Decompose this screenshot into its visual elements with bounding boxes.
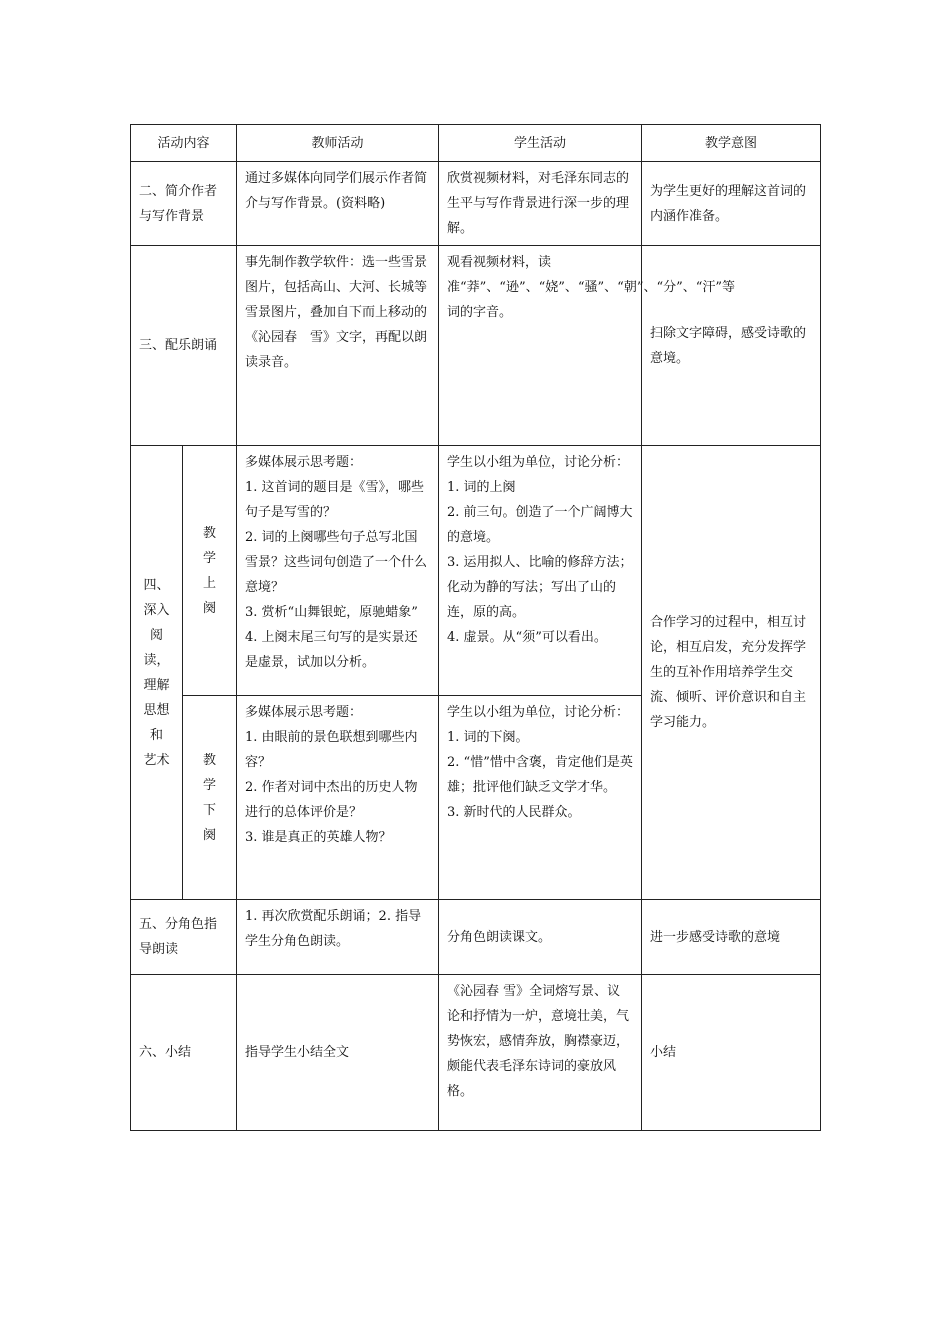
header-intent: 教学意图	[642, 125, 821, 162]
teacher-line: 3. 赏析“山舞银蛇，原驰蜡象”	[245, 605, 418, 620]
row-summary	[131, 975, 821, 1131]
student-line: 3. 运用拟人、比喻的修辞方法；化动为静的写法；写出了山的连，原的高。	[447, 555, 633, 620]
activity-line: 和	[149, 727, 163, 743]
teacher-line: 多媒体展示思考题：	[245, 705, 363, 720]
row-music-recital	[131, 246, 821, 446]
teacher-line: 1. 由眼前的景色联想到哪些内容？	[245, 730, 418, 770]
student-line: 1. 词的上阕	[447, 480, 516, 495]
intent-cell: 小结	[642, 975, 821, 1131]
student-cell: 观看视频材料，读准“莽”、“逊”、“娆”、“骚”、“朝”、“分”、“汗”等词的字音。	[439, 246, 642, 446]
teacher-line: 多媒体展示思考题：	[245, 455, 363, 470]
teacher-line: 2. 作者对词中杰出的历史人物进行的总体评价是？	[245, 780, 418, 820]
activity-line: 阅	[149, 627, 163, 643]
activity-line: 四、	[143, 577, 170, 593]
header-student: 学生活动	[439, 125, 642, 162]
student-cell: 《沁园春 雪》全词熔写景、议论和抒情为一炉，意境壮美，气势恢宏，感情奔放，胸襟豪迈，颇能代表毛泽东诗词的豪放风格。	[439, 975, 642, 1131]
student-line: 3. 新时代的人民群众。	[447, 805, 581, 820]
intent-cell: 合作学习的过程中，相互讨论，相互启发，充分发挥学生的互补作用培养学生交流、倾听、评价意识和自主 学习能力。	[642, 446, 821, 900]
student-cell	[439, 446, 642, 696]
sub-line: 教	[203, 752, 217, 768]
header-row	[131, 125, 821, 162]
activity-cell: 六、小结	[131, 975, 237, 1131]
student-line: 2. 前三句。创造了一个广阔博大的意境。	[447, 505, 633, 545]
row-role-reading	[131, 900, 821, 975]
activity-cell: 二、简介作者与写作背景	[131, 162, 237, 246]
header-teacher: 教师活动	[237, 125, 439, 162]
student-line: 1. 词的下阕。	[447, 730, 529, 745]
teacher-line: 4. 上阕末尾三句写的是实景还是虚景，试加以分析。	[245, 630, 418, 670]
activity-cell: 三、配乐朗诵	[131, 246, 237, 446]
activity-line: 思想	[143, 702, 170, 718]
teacher-cell: 1. 再次欣赏配乐朗诵；2. 指导学生分角色朗读。	[237, 900, 439, 975]
student-line: 2. “惜”惜中含褒，肯定他们是英雄；批评他们缺乏文学才华。	[447, 755, 633, 795]
teacher-cell: 事先制作教学软件：选一些雪景图片，包括高山、大河、长城等雪景图片，叠加自下而上移动的《沁园春 雪》文字，再配以朗读录音。	[237, 246, 439, 446]
sub-line: 上	[203, 575, 217, 591]
activity-line: 深入	[143, 602, 170, 618]
student-line: 学生以小组为单位，讨论分析：	[447, 705, 630, 720]
sub-line: 阕	[203, 827, 217, 843]
sub-activity-cell-lower	[183, 696, 237, 900]
activity-cell: 五、分角色指导朗读	[131, 900, 237, 975]
activity-line: 艺术	[143, 752, 170, 768]
teacher-cell: 通过多媒体向同学们展示作者简介与写作背景。(资料略)	[237, 162, 439, 246]
student-cell: 欣赏视频材料，对毛泽东同志的生平与写作背景进行深一步的理解。	[439, 162, 642, 246]
intent-cell: 为学生更好的理解这首词的内涵作准备。	[642, 162, 821, 246]
activity-line: 读，	[143, 652, 170, 668]
sub-line: 学	[203, 777, 217, 793]
teacher-line: 1. 这首词的题目是《雪》，哪些句子是写雪的？	[245, 480, 425, 520]
student-cell	[439, 696, 642, 900]
teacher-line: 2. 词的上阕哪些句子总写北国雪景？这些词句创造了一个什么意境？	[245, 530, 428, 595]
row-deep-reading-upper	[131, 446, 821, 696]
teacher-cell: 指导学生小结全文	[237, 975, 439, 1131]
activity-cell	[131, 446, 183, 900]
lesson-plan-table	[130, 124, 821, 1131]
sub-activity-cell-upper	[183, 446, 237, 696]
row-intro-author	[131, 162, 821, 246]
sub-line: 下	[203, 802, 217, 818]
intent-cell: 扫除文字障碍，感受诗歌的意境。	[642, 246, 821, 446]
sub-line: 教	[203, 525, 217, 541]
student-line: 4. 虚景。从“须”可以看出。	[447, 630, 607, 645]
student-cell: 分角色朗读课文。	[439, 900, 642, 975]
student-line: 学生以小组为单位，讨论分析：	[447, 455, 630, 470]
teacher-cell	[237, 696, 439, 900]
teacher-line: 3. 谁是真正的英雄人物？	[245, 830, 392, 845]
activity-line: 理解	[143, 677, 170, 693]
intent-cell: 进一步感受诗歌的意境	[642, 900, 821, 975]
header-activity: 活动内容	[131, 125, 237, 162]
sub-line: 阕	[203, 600, 217, 616]
sub-line: 学	[203, 550, 217, 566]
teacher-cell	[237, 446, 439, 696]
